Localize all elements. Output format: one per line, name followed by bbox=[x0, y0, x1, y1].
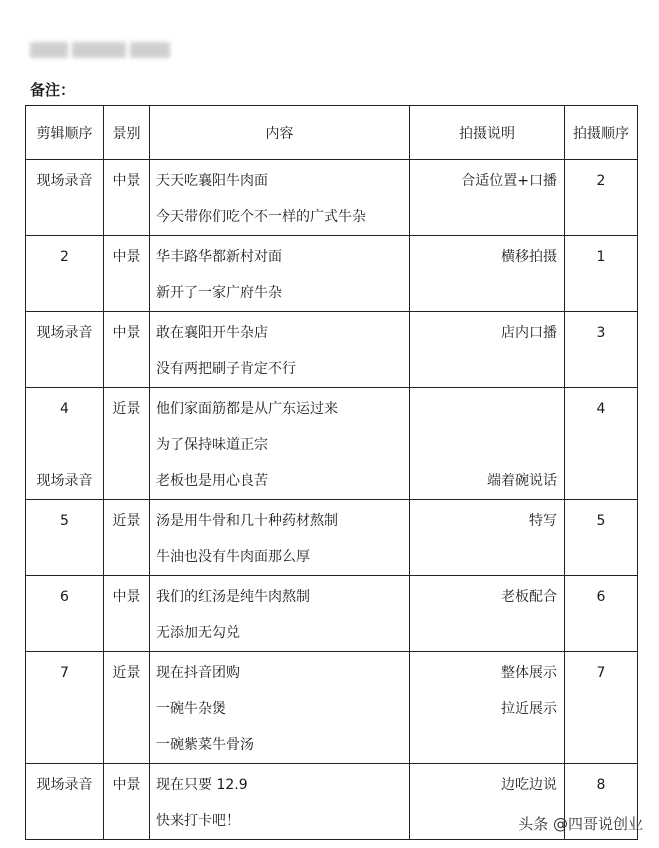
shooting-notes-cell bbox=[410, 576, 565, 652]
shooting-order-cell-line: 1 bbox=[596, 249, 606, 265]
content-cell bbox=[150, 312, 410, 388]
edit-order-cell bbox=[26, 576, 104, 652]
edit-order-cell-line: 现场录音 bbox=[36, 325, 93, 341]
edit-order-cell-line bbox=[26, 539, 103, 575]
shooting-notes-cell bbox=[410, 236, 565, 312]
content-cell-line: 一碗牛杂煲 bbox=[156, 701, 226, 717]
edit-order-cell-line bbox=[26, 427, 103, 463]
shooting-order-cell-line: 8 bbox=[596, 777, 606, 793]
edit-order-cell-line bbox=[26, 615, 103, 651]
shot-type-cell-line bbox=[104, 275, 149, 311]
content-cell-line: 为了保持味道正宗 bbox=[156, 437, 268, 453]
shot-type-cell-line bbox=[104, 351, 149, 387]
shooting-order-cell-line bbox=[565, 199, 637, 235]
header-shooting-notes: 拍摄说明 bbox=[410, 106, 565, 160]
shot-type-cell-line bbox=[104, 691, 149, 727]
header-edit-order: 剪辑顺序 bbox=[26, 106, 104, 160]
content-cell bbox=[150, 764, 410, 840]
table-row bbox=[26, 500, 638, 576]
edit-order-cell-line: 现场录音 bbox=[36, 473, 93, 489]
content-cell-line: 牛油也没有牛肉面那么厚 bbox=[156, 549, 310, 565]
table-row bbox=[26, 652, 638, 764]
shooting-order-cell-line bbox=[565, 691, 637, 727]
shooting-notes-cell-line bbox=[410, 615, 557, 651]
content-cell-line: 老板也是用心良苦 bbox=[156, 473, 268, 489]
content-cell bbox=[150, 388, 410, 500]
shot-type-cell-line: 近景 bbox=[112, 401, 141, 417]
edit-order-cell-line: 5 bbox=[60, 513, 69, 529]
edit-order-cell-line bbox=[26, 727, 103, 763]
shooting-notes-cell bbox=[410, 160, 565, 236]
shot-type-cell-line: 中景 bbox=[112, 777, 141, 793]
shooting-order-cell bbox=[565, 576, 638, 652]
shooting-notes-cell-line bbox=[410, 199, 557, 235]
edit-order-cell-line bbox=[26, 351, 103, 387]
content-cell-line: 我们的红汤是纯牛肉熬制 bbox=[156, 589, 310, 605]
shot-type-cell bbox=[104, 160, 150, 236]
shooting-notes-cell-line: 整体展示 bbox=[501, 665, 557, 681]
shot-type-cell-line bbox=[104, 199, 149, 235]
shooting-order-cell-line bbox=[565, 539, 637, 575]
shot-type-cell-line: 近景 bbox=[112, 665, 141, 681]
shooting-notes-cell-line bbox=[410, 391, 557, 427]
shooting-notes-cell-line: 店内口播 bbox=[501, 325, 557, 341]
edit-order-cell-line: 4 bbox=[60, 401, 69, 417]
shot-type-cell-line: 中景 bbox=[112, 249, 141, 265]
shooting-notes-cell-line bbox=[410, 275, 557, 311]
edit-order-cell-line bbox=[26, 199, 103, 235]
shooting-notes-cell-line: 横移拍摄 bbox=[501, 249, 557, 265]
shot-type-cell-line bbox=[104, 727, 149, 763]
edit-order-cell bbox=[26, 312, 104, 388]
edit-order-cell-line: 7 bbox=[60, 665, 69, 681]
shot-type-cell-line bbox=[104, 539, 149, 575]
header-shot-type: 景别 bbox=[104, 106, 150, 160]
blurred-header bbox=[30, 42, 170, 58]
shooting-notes-cell-line: 端着碗说话 bbox=[487, 473, 557, 489]
edit-order-cell-line bbox=[26, 691, 103, 727]
shot-type-cell bbox=[104, 652, 150, 764]
content-cell bbox=[150, 576, 410, 652]
content-cell bbox=[150, 500, 410, 576]
shooting-order-cell-line bbox=[565, 463, 637, 499]
shooting-order-cell-line: 2 bbox=[596, 173, 606, 189]
content-cell bbox=[150, 652, 410, 764]
shooting-order-cell-line: 7 bbox=[596, 665, 606, 681]
shooting-order-cell bbox=[565, 500, 638, 576]
shot-type-cell-line bbox=[104, 615, 149, 651]
header-content: 内容 bbox=[150, 106, 410, 160]
shooting-order-cell bbox=[565, 236, 638, 312]
shooting-order-cell-line: 6 bbox=[596, 589, 606, 605]
shooting-notes-cell-line bbox=[410, 727, 557, 763]
shooting-notes-cell-line: 特写 bbox=[529, 513, 557, 529]
shot-type-cell bbox=[104, 764, 150, 840]
content-cell-line: 汤是用牛骨和几十种药材熬制 bbox=[156, 513, 338, 529]
shot-type-cell bbox=[104, 388, 150, 500]
table-row bbox=[26, 388, 638, 500]
shot-type-cell-line bbox=[104, 463, 149, 499]
content-cell-line: 他们家面筋都是从广东运过来 bbox=[156, 401, 338, 417]
content-cell-line: 一碗紫菜牛骨汤 bbox=[156, 737, 254, 753]
shooting-order-cell bbox=[565, 160, 638, 236]
content-cell-line: 快来打卡吧！ bbox=[156, 813, 240, 829]
header-shooting-order: 拍摄顺序 bbox=[565, 106, 638, 160]
shot-type-cell-line: 中景 bbox=[112, 173, 141, 189]
table-row bbox=[26, 160, 638, 236]
shot-list-table bbox=[25, 105, 638, 840]
shooting-order-cell-line bbox=[565, 351, 637, 387]
shot-type-cell-line: 中景 bbox=[112, 589, 141, 605]
shooting-notes-cell bbox=[410, 388, 565, 500]
edit-order-cell bbox=[26, 652, 104, 764]
shooting-notes-cell-line: 拉近展示 bbox=[501, 701, 557, 717]
edit-order-cell bbox=[26, 236, 104, 312]
content-cell-line: 天天吃襄阳牛肉面 bbox=[156, 173, 268, 189]
edit-order-cell-line: 2 bbox=[60, 249, 69, 265]
shooting-order-cell-line bbox=[565, 427, 637, 463]
shooting-order-cell bbox=[565, 312, 638, 388]
shooting-order-cell bbox=[565, 652, 638, 764]
edit-order-cell-line: 现场录音 bbox=[36, 777, 93, 793]
shooting-notes-cell-line bbox=[410, 427, 557, 463]
content-cell-line: 现在只要 12.9 bbox=[156, 777, 248, 793]
shooting-order-cell-line: 4 bbox=[596, 401, 606, 417]
shooting-notes-cell-line: 合适位置+口播 bbox=[461, 173, 557, 189]
shot-type-cell-line bbox=[104, 803, 149, 839]
edit-order-cell-line: 现场录音 bbox=[36, 173, 93, 189]
content-cell-line: 今天带你们吃个不一样的广式牛杂 bbox=[156, 209, 366, 225]
content-cell-line: 没有两把刷子肯定不行 bbox=[156, 361, 296, 377]
edit-order-cell-line bbox=[26, 275, 103, 311]
content-cell-line: 现在抖音团购 bbox=[156, 665, 240, 681]
table-row bbox=[26, 576, 638, 652]
edit-order-cell bbox=[26, 764, 104, 840]
shooting-order-cell-line bbox=[565, 275, 637, 311]
shot-type-cell bbox=[104, 312, 150, 388]
content-cell-line: 华丰路华都新村对面 bbox=[156, 249, 282, 265]
content-cell-line: 无添加无勾兑 bbox=[156, 625, 240, 641]
shooting-notes-cell bbox=[410, 652, 565, 764]
edit-order-cell bbox=[26, 500, 104, 576]
watermark-footer: 头条 @四哥说创业 bbox=[518, 815, 643, 833]
content-cell-line: 新开了一家广府牛杂 bbox=[156, 285, 282, 301]
shooting-notes-cell-line bbox=[410, 351, 557, 387]
shooting-order-cell-line: 5 bbox=[596, 513, 606, 529]
content-cell bbox=[150, 236, 410, 312]
shooting-order-cell-line: 3 bbox=[596, 325, 606, 341]
shooting-order-cell-line bbox=[565, 615, 637, 651]
edit-order-cell bbox=[26, 160, 104, 236]
content-cell bbox=[150, 160, 410, 236]
shooting-order-cell-line bbox=[565, 727, 637, 763]
table-header-row bbox=[26, 106, 638, 160]
edit-order-cell bbox=[26, 388, 104, 500]
shooting-order-cell bbox=[565, 388, 638, 500]
shot-type-cell bbox=[104, 576, 150, 652]
note-label: 备注： bbox=[30, 81, 76, 99]
table-row bbox=[26, 312, 638, 388]
shooting-notes-cell-line: 老板配合 bbox=[501, 589, 557, 605]
shot-type-cell-line bbox=[104, 427, 149, 463]
table-row bbox=[26, 236, 638, 312]
shot-type-cell-line: 近景 bbox=[112, 513, 141, 529]
shooting-notes-cell-line: 边吃边说 bbox=[501, 777, 557, 793]
shooting-notes-cell bbox=[410, 312, 565, 388]
content-cell-line: 敢在襄阳开牛杂店 bbox=[156, 325, 268, 341]
shooting-notes-cell bbox=[410, 500, 565, 576]
shot-type-cell bbox=[104, 500, 150, 576]
shot-type-cell bbox=[104, 236, 150, 312]
shooting-notes-cell-line bbox=[410, 539, 557, 575]
edit-order-cell-line: 6 bbox=[60, 589, 69, 605]
shot-type-cell-line: 中景 bbox=[112, 325, 141, 341]
edit-order-cell-line bbox=[26, 803, 103, 839]
